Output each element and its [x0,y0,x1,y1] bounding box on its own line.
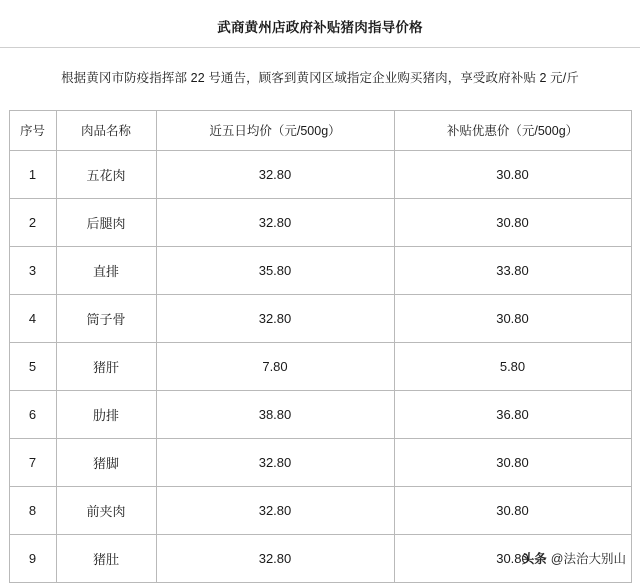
cell-average-price: 32.80 [156,534,394,582]
cell-average-price: 32.80 [156,294,394,342]
cell-subsidy-price: 30.80 [394,438,631,486]
cell-subsidy-price: 5.80 [394,342,631,390]
cell-name: 猪肝 [56,342,156,390]
table-header-row [9,110,631,150]
column-header-no: 序号 [9,110,56,150]
cell-no: 2 [9,198,56,246]
cell-no: 5 [9,342,56,390]
table-row [9,486,631,534]
table-row [9,294,631,342]
cell-subsidy-price: 33.80 [394,246,631,294]
cell-subsidy-price: 36.80 [394,390,631,438]
table-body [9,150,631,582]
cell-name: 筒子骨 [56,294,156,342]
cell-average-price: 35.80 [156,246,394,294]
cell-name: 猪肚 [56,534,156,582]
cell-average-price: 32.80 [156,150,394,198]
watermark-brand: 头条 [521,552,547,566]
cell-subsidy-price: 30.80 [394,534,631,582]
cell-subsidy-price: 30.80 [394,150,631,198]
column-header-average-price: 近五日均价（元/500g） [156,110,394,150]
cell-no: 4 [9,294,56,342]
cell-average-price: 7.80 [156,342,394,390]
cell-average-price: 32.80 [156,486,394,534]
cell-no: 6 [9,390,56,438]
table-row [9,438,631,486]
page-title: 武商黄州店政府补贴猪肉指导价格 [217,20,423,35]
watermark-account: @法治大别山 [550,552,626,566]
price-table [9,110,632,583]
cell-name: 后腿肉 [56,198,156,246]
cell-name: 直排 [56,246,156,294]
cell-no: 9 [9,534,56,582]
table-row [9,246,631,294]
cell-name: 前夹肉 [56,486,156,534]
cell-name: 猪脚 [56,438,156,486]
column-header-subsidy-price: 补贴优惠价（元/500g） [394,110,631,150]
table-header [9,110,631,150]
cell-subsidy-price: 30.80 [394,294,631,342]
cell-no: 7 [9,438,56,486]
cell-name: 肋排 [56,390,156,438]
cell-name: 五花肉 [56,150,156,198]
column-header-name: 肉品名称 [56,110,156,150]
table-row [9,390,631,438]
cell-no: 3 [9,246,56,294]
cell-average-price: 32.80 [156,198,394,246]
cell-no: 1 [9,150,56,198]
notice-text: 根据黄冈市防疫指挥部 22 号通告，顾客到黄冈区域指定企业购买猪肉，享受政府补贴 2 元/斤 [61,71,579,85]
watermark [522,549,626,567]
table-row [9,198,631,246]
cell-average-price: 32.80 [156,438,394,486]
table-row [9,150,631,198]
cell-subsidy-price: 30.80 [394,198,631,246]
cell-no: 8 [9,486,56,534]
cell-subsidy-price: 30.80 [394,486,631,534]
cell-average-price: 38.80 [156,390,394,438]
table-row [9,342,631,390]
